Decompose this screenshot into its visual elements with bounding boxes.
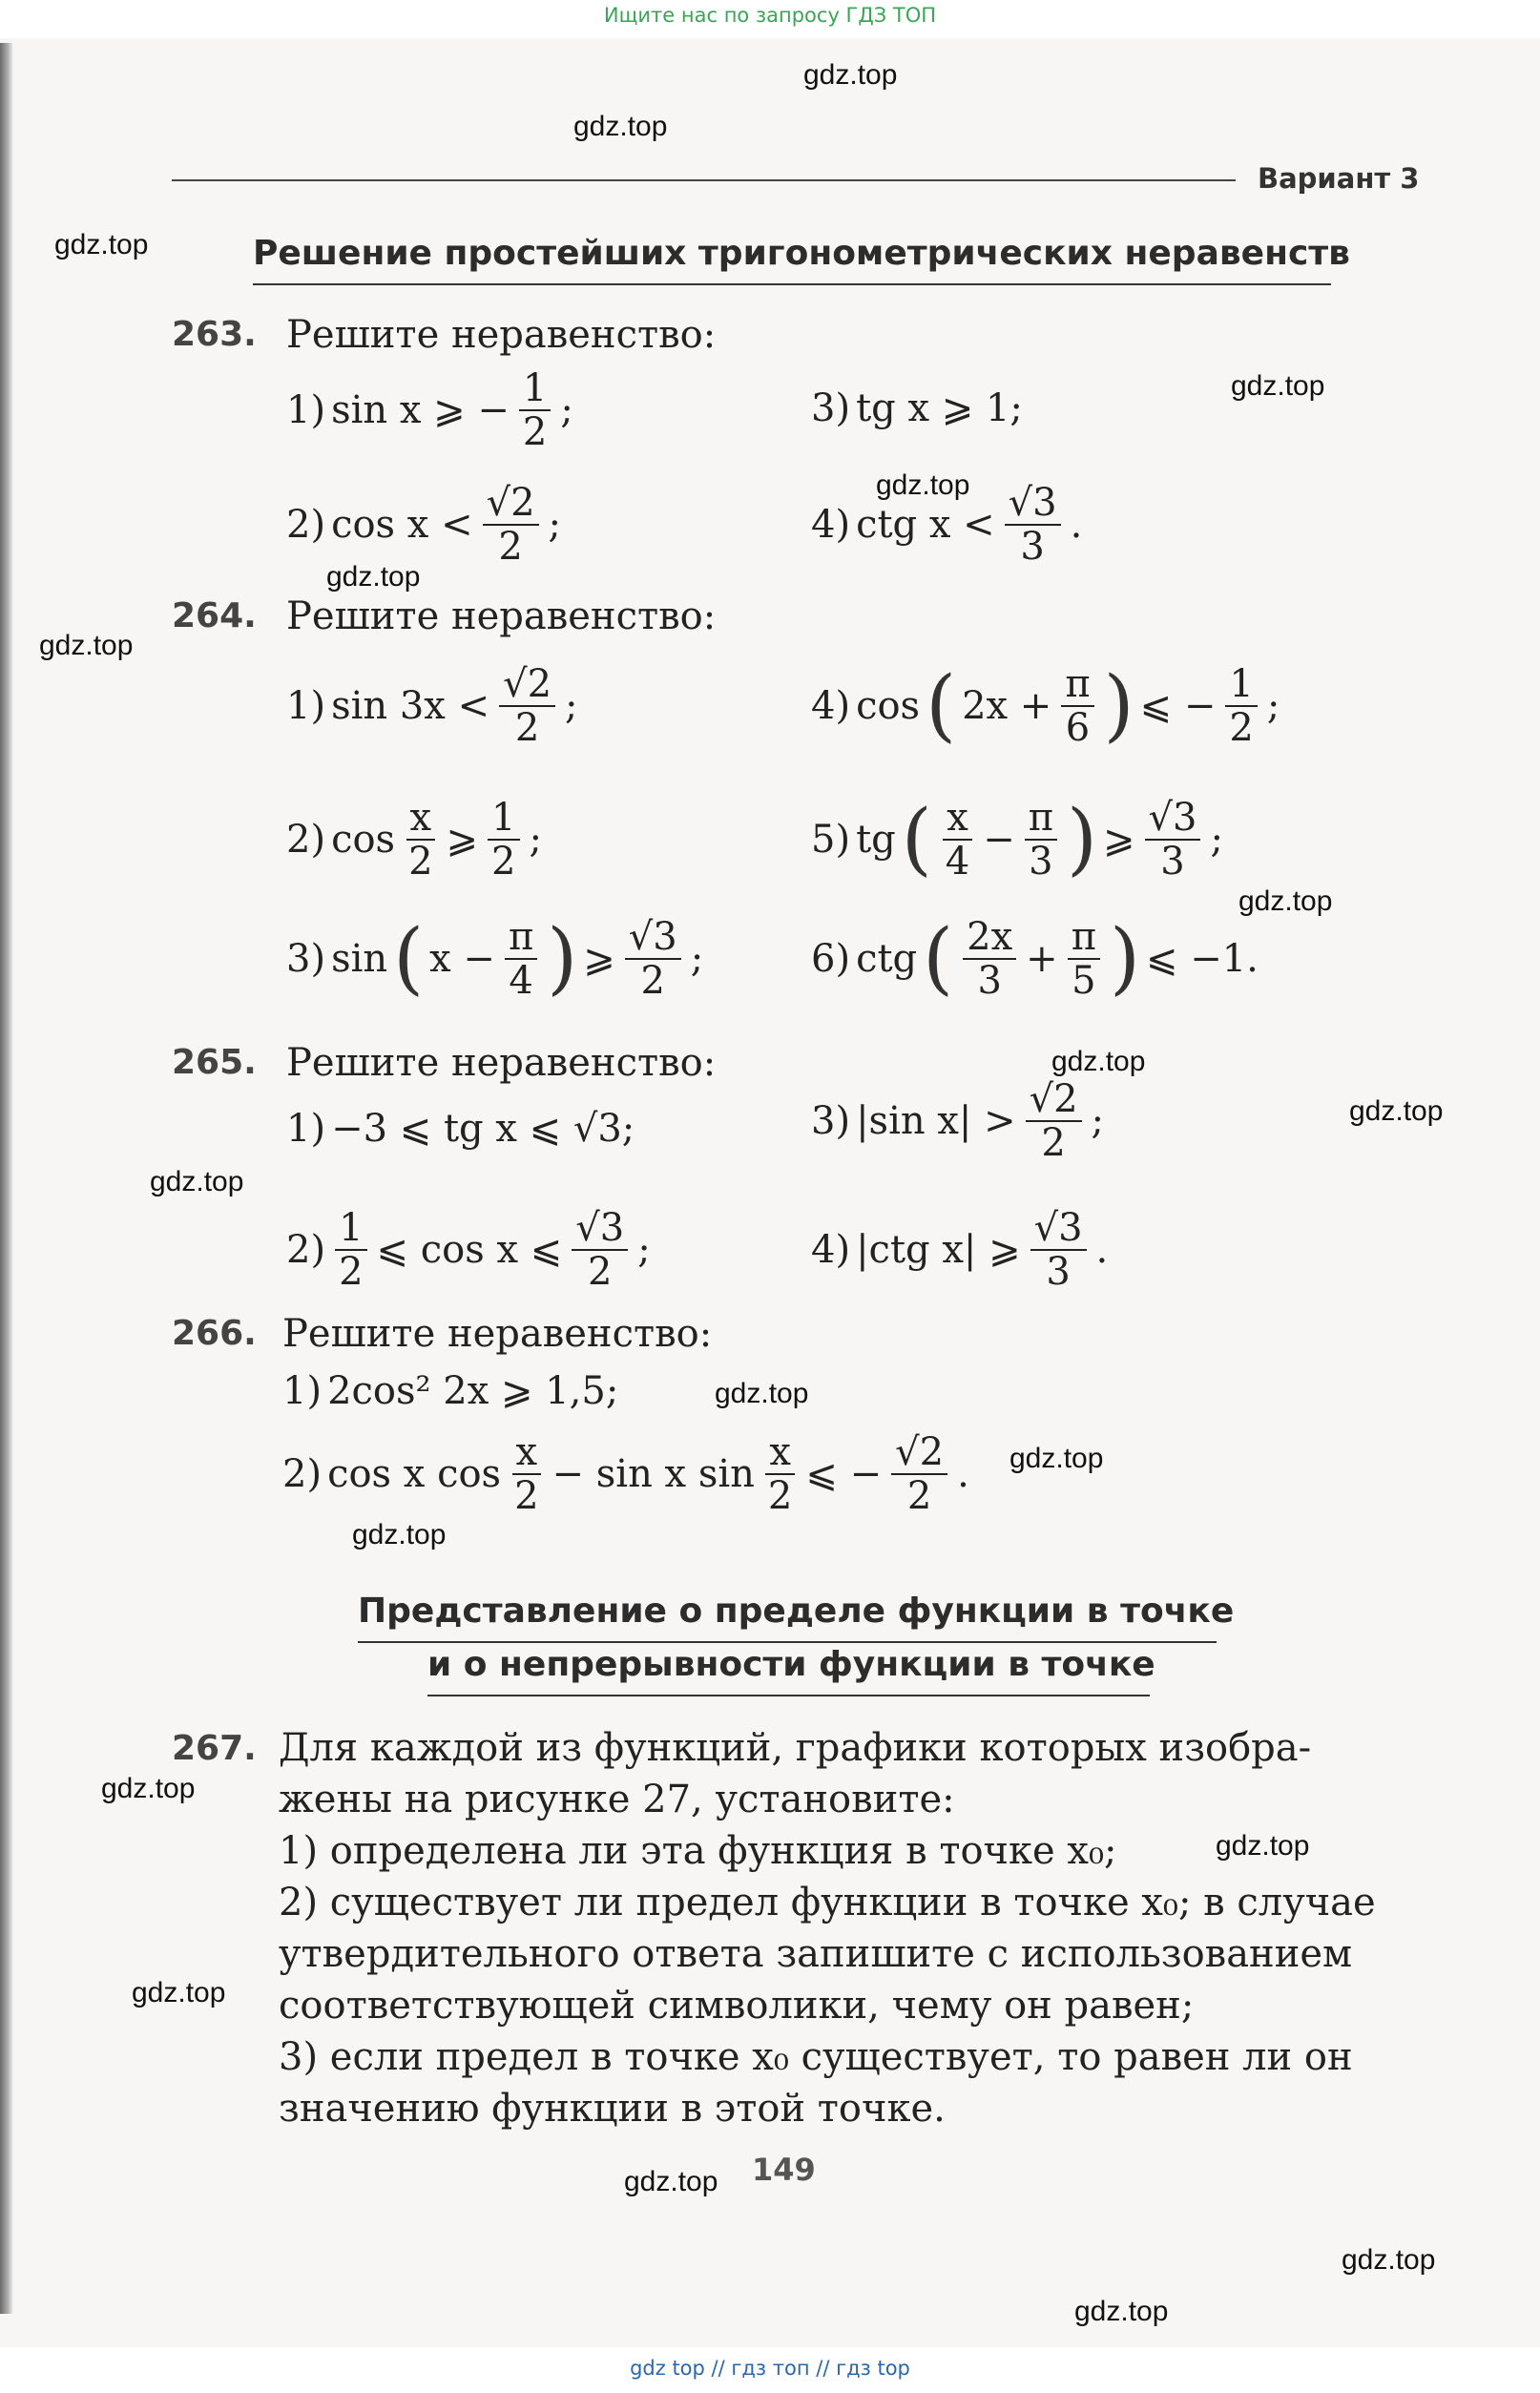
denominator: 2 bbox=[1041, 1121, 1066, 1165]
denominator: 2 bbox=[339, 1250, 364, 1294]
item-expression: ⩽ cos x ⩽ bbox=[376, 1228, 563, 1272]
fraction bbox=[1068, 916, 1100, 1002]
item-tail: ; bbox=[690, 937, 704, 981]
exercise-item bbox=[286, 482, 561, 568]
watermark: gdz.top bbox=[150, 1166, 244, 1197]
problem-statement: Решите неравенство: bbox=[282, 1312, 713, 1356]
item-expression: ctg x < bbox=[856, 503, 995, 547]
numerator: π bbox=[1068, 916, 1100, 960]
numerator: √3 bbox=[1145, 797, 1201, 841]
section-title-underline bbox=[253, 283, 1331, 285]
text-line: Для каждой из функций, графики которых изобра- bbox=[279, 1726, 1312, 1770]
item-label: 2) bbox=[286, 1228, 326, 1272]
header-rule bbox=[172, 179, 1236, 181]
denominator: 4 bbox=[509, 959, 533, 1003]
numerator: √3 bbox=[572, 1207, 628, 1251]
problem-statement: Решите неравенство: bbox=[286, 594, 717, 638]
item-expression: 2cos² 2x ⩾ 1,5; bbox=[327, 1369, 619, 1413]
fraction bbox=[1030, 1207, 1087, 1293]
denominator: 2 bbox=[906, 1474, 932, 1518]
exercise-item bbox=[286, 797, 542, 883]
relation: ⩽ − bbox=[1139, 684, 1217, 728]
item-expression: sin x ⩾ − bbox=[331, 388, 510, 432]
bottom-banner[interactable]: gdz top // гдз топ // гдз top bbox=[630, 2357, 910, 2380]
watermark: gdz.top bbox=[1238, 885, 1333, 917]
fraction bbox=[405, 797, 436, 883]
fraction bbox=[1026, 1078, 1082, 1164]
item-tail: ; bbox=[637, 1228, 651, 1272]
item-label: 3) bbox=[811, 386, 851, 430]
problem-number: 265. bbox=[172, 1043, 257, 1082]
numerator: x bbox=[406, 797, 436, 841]
denominator: 3 bbox=[1020, 525, 1045, 569]
watermark: gdz.top bbox=[54, 229, 149, 260]
item-tail: ; bbox=[565, 684, 578, 728]
text-line: соответствующей символики, чему он равен; bbox=[279, 1984, 1195, 2028]
text-line: значению функции в этой точке. bbox=[279, 2087, 946, 2131]
text-line: 3) если предел в точке x₀ существует, то равен ли он bbox=[279, 2035, 1353, 2079]
problem-number: 263. bbox=[172, 315, 257, 354]
section-title-limit: Представление о пределе функции в точке bbox=[358, 1592, 1235, 1631]
exercise-item bbox=[282, 1369, 618, 1413]
item-expression: cos x cos bbox=[327, 1452, 502, 1496]
watermark: gdz.top bbox=[1349, 1095, 1444, 1127]
watermark: gdz.top bbox=[715, 1378, 809, 1409]
item-label: 4) bbox=[811, 1228, 851, 1272]
numerator: 1 bbox=[488, 797, 519, 841]
exercise-item bbox=[286, 367, 573, 453]
fraction bbox=[1061, 663, 1093, 749]
watermark: gdz.top bbox=[1074, 2296, 1169, 2327]
watermark: gdz.top bbox=[1231, 370, 1325, 402]
item-label: 1) bbox=[286, 1107, 326, 1151]
exercise-item: 6) ctg ( $\frac{2x}{3}$ + $\frac{\pi}{5}$ ) ⩽ −1. bbox=[811, 913, 1259, 1004]
watermark: gdz.top bbox=[624, 2166, 718, 2197]
numerator: √2 bbox=[483, 482, 539, 526]
relation: ⩽ − bbox=[805, 1452, 883, 1496]
numerator: 1 bbox=[519, 367, 551, 411]
inner-expression: x − bbox=[429, 937, 495, 981]
fraction bbox=[942, 797, 973, 883]
item-expression: −3 ⩽ tg x ⩽ √3; bbox=[331, 1107, 635, 1151]
problem-number: 266. bbox=[172, 1314, 257, 1353]
item-expression: sin bbox=[331, 937, 388, 981]
denominator: 3 bbox=[1029, 840, 1053, 884]
denominator: 2 bbox=[522, 410, 548, 454]
denominator: 2 bbox=[640, 959, 665, 1003]
section-title-underline bbox=[358, 1641, 1217, 1643]
numerator: x bbox=[943, 797, 972, 841]
denominator: 3 bbox=[1046, 1250, 1071, 1294]
denominator: 2 bbox=[514, 706, 540, 750]
numerator: π bbox=[1025, 797, 1057, 841]
item-label: 1) bbox=[286, 684, 326, 728]
watermark: gdz.top bbox=[326, 561, 421, 593]
item-expression: ctg bbox=[856, 937, 918, 981]
problem-number: 267. bbox=[172, 1729, 257, 1768]
watermark: gdz.top bbox=[101, 1773, 196, 1804]
exercise-item bbox=[286, 1207, 651, 1293]
fraction bbox=[519, 367, 551, 453]
inner-expression: 2x + bbox=[962, 684, 1052, 728]
item-label: 1) bbox=[282, 1369, 323, 1413]
denominator: 4 bbox=[945, 840, 970, 884]
exercise-item bbox=[811, 1078, 1104, 1164]
item-expression: cos x < bbox=[331, 503, 473, 547]
numerator: √2 bbox=[499, 663, 555, 707]
denominator: 2 bbox=[1229, 706, 1254, 750]
relation: ⩾ bbox=[446, 818, 479, 862]
relation: ⩽ −1. bbox=[1145, 937, 1259, 981]
operator: − bbox=[983, 818, 1015, 862]
watermark: gdz.top bbox=[352, 1519, 447, 1550]
denominator: 6 bbox=[1065, 706, 1091, 750]
item-tail: ; bbox=[1266, 684, 1280, 728]
numerator: √3 bbox=[1030, 1207, 1087, 1251]
numerator: π bbox=[1061, 663, 1093, 707]
numerator: √3 bbox=[625, 916, 681, 960]
exercise-item: 3) sin ( x − $\frac{\pi}{4}$ ) ⩾ $\frac{√3}{2}$ ; bbox=[286, 913, 704, 1004]
item-tail: . bbox=[1070, 503, 1083, 547]
item-tail: ; bbox=[1210, 818, 1223, 862]
section-title-underline bbox=[427, 1695, 1150, 1696]
item-label: 6) bbox=[811, 937, 851, 981]
exercise-item: 4) cos ( 2x + $\frac{\pi}{6}$ ) ⩽ − $\frac{1}{2}$ ; bbox=[811, 660, 1280, 751]
item-label: 2) bbox=[282, 1452, 323, 1496]
problem-statement: Решите неравенство: bbox=[286, 1041, 717, 1085]
item-expression: cos bbox=[856, 684, 921, 728]
fraction bbox=[625, 916, 681, 1002]
item-expression: sin 3x < bbox=[331, 684, 490, 728]
fraction bbox=[483, 482, 539, 568]
watermark: gdz.top bbox=[1009, 1443, 1104, 1474]
fraction bbox=[335, 1207, 366, 1293]
exercise-item bbox=[811, 386, 1023, 430]
denominator: 2 bbox=[514, 1474, 539, 1518]
watermark: gdz.top bbox=[803, 59, 898, 91]
text-line: жены на рисунке 27, установите: bbox=[279, 1778, 955, 1821]
exercise-item: 5) tg ( $\frac{x}{4}$ − $\frac{\pi}{3}$ ) ⩾ $\frac{√3}{3}$ ; bbox=[811, 794, 1223, 884]
page-binding-shadow bbox=[0, 43, 13, 2314]
problem-267-text bbox=[279, 1722, 1405, 2134]
watermark: gdz.top bbox=[876, 469, 970, 501]
variant-label: Вариант 3 bbox=[1258, 162, 1420, 195]
numerator: √2 bbox=[891, 1431, 947, 1475]
exercise-item bbox=[811, 1207, 1108, 1293]
numerator: x bbox=[512, 1431, 542, 1475]
watermark: gdz.top bbox=[132, 1977, 226, 2008]
numerator: x bbox=[765, 1431, 795, 1475]
page-number: 149 bbox=[752, 2152, 816, 2188]
fraction bbox=[963, 916, 1016, 1002]
item-tail: . bbox=[1095, 1228, 1109, 1272]
item-expression: cos bbox=[331, 818, 396, 862]
item-tail: ; bbox=[1091, 1099, 1105, 1143]
operator: − sin x sin bbox=[551, 1452, 755, 1496]
denominator: 3 bbox=[1160, 840, 1185, 884]
denominator: 2 bbox=[491, 840, 516, 884]
item-label: 2) bbox=[286, 503, 326, 547]
relation: ⩾ bbox=[1103, 818, 1135, 862]
fraction bbox=[1225, 663, 1257, 749]
watermark: gdz.top bbox=[573, 111, 668, 142]
denominator: 2 bbox=[767, 1474, 793, 1518]
item-label: 3) bbox=[286, 937, 326, 981]
denominator: 2 bbox=[588, 1250, 613, 1294]
fraction bbox=[488, 797, 519, 883]
item-label: 2) bbox=[286, 818, 326, 862]
numerator: √2 bbox=[1026, 1078, 1082, 1122]
item-expression: tg bbox=[856, 818, 896, 862]
fraction bbox=[1005, 482, 1061, 568]
problem-statement: Решите неравенство: bbox=[286, 313, 717, 357]
fraction bbox=[764, 1431, 796, 1517]
numerator: 1 bbox=[335, 1207, 366, 1251]
item-expression: |sin x| > bbox=[856, 1099, 1016, 1143]
numerator: 1 bbox=[1225, 663, 1257, 707]
fraction bbox=[505, 916, 537, 1002]
item-label: 4) bbox=[811, 503, 851, 547]
watermark: gdz.top bbox=[39, 630, 134, 661]
item-tail: ; bbox=[529, 818, 542, 862]
watermark: gdz.top bbox=[1051, 1046, 1146, 1077]
item-label: 5) bbox=[811, 818, 851, 862]
text-line: утвердительного ответа запишите с использованием bbox=[279, 1932, 1353, 1976]
watermark: gdz.top bbox=[1216, 1830, 1310, 1862]
item-tail: ; bbox=[560, 388, 573, 432]
text-line: 1) определена ли эта функция в точке x₀; bbox=[279, 1829, 1117, 1873]
relation: ⩾ bbox=[583, 937, 615, 981]
denominator: 2 bbox=[498, 525, 523, 569]
exercise-item bbox=[286, 663, 578, 749]
operator: + bbox=[1026, 937, 1058, 981]
item-label: 4) bbox=[811, 684, 851, 728]
section-title-continuity: и о непрерывности функции в точке bbox=[427, 1645, 1155, 1684]
top-banner[interactable]: Ищите нас по запросу ГДЗ ТОП bbox=[603, 4, 937, 27]
exercise-item bbox=[282, 1431, 969, 1517]
fraction bbox=[510, 1431, 542, 1517]
fraction bbox=[1025, 797, 1057, 883]
fraction bbox=[1145, 797, 1201, 883]
fraction bbox=[499, 663, 555, 749]
denominator: 2 bbox=[408, 840, 433, 884]
item-tail: . bbox=[957, 1452, 969, 1496]
fraction bbox=[891, 1431, 947, 1517]
exercise-item bbox=[286, 1107, 635, 1151]
watermark: gdz.top bbox=[1342, 2244, 1436, 2276]
fraction bbox=[572, 1207, 628, 1293]
numerator: 2x bbox=[963, 916, 1016, 960]
text-line: 2) существует ли предел функции в точке x₀; в случае bbox=[279, 1881, 1376, 1925]
item-tail: ; bbox=[548, 503, 561, 547]
denominator: 5 bbox=[1072, 959, 1096, 1003]
item-label: 1) bbox=[286, 388, 326, 432]
item-expression: tg x ⩾ 1; bbox=[856, 386, 1023, 430]
item-label: 3) bbox=[811, 1099, 851, 1143]
item-expression: |ctg x| ⩾ bbox=[856, 1228, 1021, 1272]
numerator: π bbox=[505, 916, 537, 960]
numerator: √3 bbox=[1005, 482, 1061, 526]
section-title-inequalities: Решение простейших тригонометрических неравенств bbox=[253, 234, 1350, 273]
denominator: 3 bbox=[977, 959, 1002, 1003]
problem-number: 264. bbox=[172, 596, 257, 635]
